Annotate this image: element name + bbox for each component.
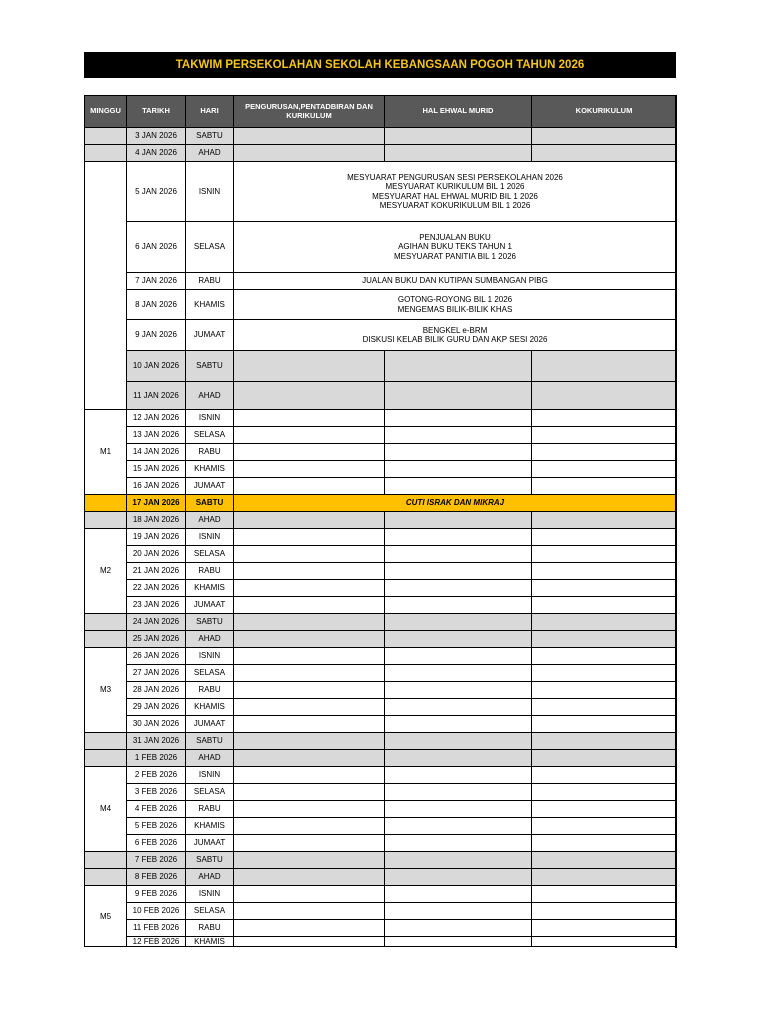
day-cell: KHAMIS	[186, 937, 234, 947]
table-row	[85, 222, 677, 273]
table-row	[85, 444, 677, 461]
activity-cell	[234, 273, 677, 290]
pengurusan-cell	[234, 529, 385, 546]
day-cell: JUMAAT	[186, 320, 234, 351]
date-cell: 21 JAN 2026	[127, 563, 186, 580]
date-cell: 11 JAN 2026	[127, 382, 186, 410]
hem-cell	[385, 733, 532, 750]
day-cell: SELASA	[186, 784, 234, 801]
pengurusan-cell	[234, 410, 385, 427]
date-cell: 17 JAN 2026	[127, 495, 186, 512]
pengurusan-cell	[234, 682, 385, 699]
date-cell: 12 FEB 2026	[127, 937, 186, 947]
pengurusan-cell	[234, 920, 385, 937]
date-cell: 7 JAN 2026	[127, 273, 186, 290]
pengurusan-cell	[234, 869, 385, 886]
pengurusan-cell	[234, 597, 385, 614]
pengurusan-cell	[234, 937, 385, 947]
koku-cell	[532, 145, 677, 162]
koku-cell	[532, 801, 677, 818]
activity-line: MESYUARAT KURIKULUM BIL 1 2026	[385, 182, 525, 192]
date-cell: 16 JAN 2026	[127, 478, 186, 495]
koku-cell	[532, 546, 677, 563]
activity-line: DISKUSI KELAB BILIK GURU DAN AKP SESI 2026	[362, 335, 548, 344]
date-cell: 22 JAN 2026	[127, 580, 186, 597]
activity-line: MESYUARAT PENGURUSAN SESI PERSEKOLAHAN 2026	[347, 173, 563, 183]
week-cell	[85, 869, 127, 886]
activity-line: MESYUARAT PANITIA BIL 1 2026	[394, 251, 516, 261]
activity-cell	[234, 222, 677, 273]
day-cell: JUMAAT	[186, 835, 234, 852]
activity-line: MESYUARAT HAL EHWAL MURID BIL 1 2026	[372, 191, 538, 201]
hem-cell	[385, 597, 532, 614]
week-cell	[85, 128, 127, 145]
hem-cell	[385, 682, 532, 699]
table-row	[85, 818, 677, 835]
header-tarikh: TARIKH	[127, 96, 186, 128]
pengurusan-cell	[234, 716, 385, 733]
table-right-edge	[675, 95, 677, 948]
week-cell	[85, 852, 127, 869]
table-row	[85, 699, 677, 716]
pengurusan-cell	[234, 128, 385, 145]
pengurusan-cell	[234, 835, 385, 852]
pengurusan-cell	[234, 767, 385, 784]
koku-cell	[532, 767, 677, 784]
date-cell: 28 JAN 2026	[127, 682, 186, 699]
header-pengurusan: PENGURUSAN,PENTADBIRAN DAN KURIKULUM	[234, 96, 385, 128]
koku-cell	[532, 410, 677, 427]
table-row	[85, 801, 677, 818]
table-row	[85, 478, 677, 495]
hem-cell	[385, 351, 532, 382]
day-cell: AHAD	[186, 869, 234, 886]
header-hari: HARI	[186, 96, 234, 128]
day-cell: SELASA	[186, 222, 234, 273]
pengurusan-cell	[234, 852, 385, 869]
table-row	[85, 767, 677, 784]
table-row	[85, 382, 677, 410]
pengurusan-cell	[234, 784, 385, 801]
day-cell: AHAD	[186, 512, 234, 529]
koku-cell	[532, 444, 677, 461]
table-row	[85, 869, 677, 886]
koku-cell	[532, 631, 677, 648]
pengurusan-cell	[234, 580, 385, 597]
date-cell: 11 FEB 2026	[127, 920, 186, 937]
day-cell: SABTU	[186, 614, 234, 631]
day-cell: AHAD	[186, 631, 234, 648]
date-cell: 5 JAN 2026	[127, 162, 186, 222]
koku-cell	[532, 529, 677, 546]
document-title: TAKWIM PERSEKOLAHAN SEKOLAH KEBANGSAAN POGOH TAHUN 2026	[84, 52, 676, 78]
pengurusan-cell	[234, 886, 385, 903]
koku-cell	[532, 461, 677, 478]
pengurusan-cell	[234, 351, 385, 382]
day-cell: ISNIN	[186, 529, 234, 546]
week-cell: M5	[85, 886, 127, 947]
table-row	[85, 427, 677, 444]
koku-cell	[532, 512, 677, 529]
date-cell: 3 FEB 2026	[127, 784, 186, 801]
date-cell: 8 FEB 2026	[127, 869, 186, 886]
day-cell: JUMAAT	[186, 597, 234, 614]
koku-cell	[532, 784, 677, 801]
table-row	[85, 852, 677, 869]
koku-cell	[532, 682, 677, 699]
hem-cell	[385, 920, 532, 937]
day-cell: KHAMIS	[186, 461, 234, 478]
date-cell: 30 JAN 2026	[127, 716, 186, 733]
koku-cell	[532, 869, 677, 886]
table-row	[85, 563, 677, 580]
date-cell: 1 FEB 2026	[127, 750, 186, 767]
date-cell: 6 FEB 2026	[127, 835, 186, 852]
hem-cell	[385, 478, 532, 495]
week-cell	[85, 614, 127, 631]
date-cell: 23 JAN 2026	[127, 597, 186, 614]
hem-cell	[385, 784, 532, 801]
day-cell: SABTU	[186, 852, 234, 869]
table-row	[85, 597, 677, 614]
hem-cell	[385, 128, 532, 145]
pengurusan-cell	[234, 903, 385, 920]
date-cell: 4 FEB 2026	[127, 801, 186, 818]
day-cell: AHAD	[186, 750, 234, 767]
pengurusan-cell	[234, 750, 385, 767]
week-cell	[85, 162, 127, 410]
hem-cell	[385, 801, 532, 818]
calendar-body	[85, 128, 677, 947]
pengurusan-cell	[234, 614, 385, 631]
date-cell: 12 JAN 2026	[127, 410, 186, 427]
pengurusan-cell	[234, 145, 385, 162]
day-cell: SELASA	[186, 546, 234, 563]
date-cell: 2 FEB 2026	[127, 767, 186, 784]
day-cell: RABU	[186, 563, 234, 580]
hem-cell	[385, 665, 532, 682]
hem-cell	[385, 631, 532, 648]
date-cell: 26 JAN 2026	[127, 648, 186, 665]
hem-cell	[385, 886, 532, 903]
date-cell: 31 JAN 2026	[127, 733, 186, 750]
hem-cell	[385, 614, 532, 631]
date-cell: 10 JAN 2026	[127, 351, 186, 382]
date-cell: 8 JAN 2026	[127, 290, 186, 320]
date-cell: 24 JAN 2026	[127, 614, 186, 631]
table-row	[85, 512, 677, 529]
pengurusan-cell	[234, 648, 385, 665]
pengurusan-cell	[234, 444, 385, 461]
day-cell: ISNIN	[186, 648, 234, 665]
koku-cell	[532, 835, 677, 852]
table-row	[85, 290, 677, 320]
day-cell: SABTU	[186, 128, 234, 145]
date-cell: 15 JAN 2026	[127, 461, 186, 478]
date-cell: 18 JAN 2026	[127, 512, 186, 529]
hem-cell	[385, 410, 532, 427]
table-row	[85, 920, 677, 937]
week-cell: M4	[85, 767, 127, 852]
table-row	[85, 461, 677, 478]
activity-line: BENGKEL e-BRM	[422, 325, 488, 335]
pengurusan-cell	[234, 478, 385, 495]
day-cell: RABU	[186, 444, 234, 461]
week-cell	[85, 145, 127, 162]
hem-cell	[385, 427, 532, 444]
pengurusan-cell	[234, 563, 385, 580]
pengurusan-cell	[234, 699, 385, 716]
table-row	[85, 733, 677, 750]
pengurusan-cell	[234, 665, 385, 682]
date-cell: 27 JAN 2026	[127, 665, 186, 682]
hem-cell	[385, 869, 532, 886]
pengurusan-cell	[234, 733, 385, 750]
week-cell: M2	[85, 529, 127, 614]
hem-cell	[385, 835, 532, 852]
header-koku: KOKURIKULUM	[532, 96, 677, 128]
week-cell	[85, 495, 127, 512]
koku-cell	[532, 818, 677, 835]
pengurusan-cell	[234, 818, 385, 835]
pengurusan-cell	[234, 546, 385, 563]
pengurusan-cell	[234, 801, 385, 818]
hem-cell	[385, 444, 532, 461]
date-cell: 5 FEB 2026	[127, 818, 186, 835]
day-cell: RABU	[186, 682, 234, 699]
activity-line: MESYUARAT KOKURIKULUM BIL 1 2026	[379, 200, 531, 210]
hem-cell	[385, 546, 532, 563]
week-cell	[85, 733, 127, 750]
header-minggu: MINGGU	[85, 96, 127, 128]
pengurusan-cell	[234, 631, 385, 648]
day-cell: RABU	[186, 920, 234, 937]
pengurusan-cell	[234, 382, 385, 410]
table-row	[85, 614, 677, 631]
table-row	[85, 648, 677, 665]
table-row	[85, 529, 677, 546]
table-row	[85, 128, 677, 145]
table-row	[85, 320, 677, 351]
koku-cell	[532, 852, 677, 869]
koku-cell	[532, 665, 677, 682]
week-cell: M1	[85, 410, 127, 495]
koku-cell	[532, 128, 677, 145]
koku-cell	[532, 427, 677, 444]
hem-cell	[385, 818, 532, 835]
koku-cell	[532, 597, 677, 614]
day-cell: KHAMIS	[186, 818, 234, 835]
koku-cell	[532, 478, 677, 495]
date-cell: 14 JAN 2026	[127, 444, 186, 461]
koku-cell	[532, 920, 677, 937]
activity-line: AGIHAN BUKU TEKS TAHUN 1	[398, 242, 512, 252]
day-cell: AHAD	[186, 145, 234, 162]
table-row	[85, 716, 677, 733]
day-cell: RABU	[186, 273, 234, 290]
table-row	[85, 784, 677, 801]
activity-line: JUALAN BUKU DAN KUTIPAN SUMBANGAN PIBG	[362, 276, 548, 286]
date-cell: 10 FEB 2026	[127, 903, 186, 920]
calendar-table	[84, 95, 677, 947]
table-row	[85, 145, 677, 162]
table-row	[85, 886, 677, 903]
day-cell: SABTU	[186, 733, 234, 750]
date-cell: 4 JAN 2026	[127, 145, 186, 162]
hem-cell	[385, 937, 532, 947]
date-cell: 7 FEB 2026	[127, 852, 186, 869]
hem-cell	[385, 699, 532, 716]
date-cell: 20 JAN 2026	[127, 546, 186, 563]
koku-cell	[532, 580, 677, 597]
day-cell: SELASA	[186, 903, 234, 920]
hem-cell	[385, 750, 532, 767]
koku-cell	[532, 699, 677, 716]
day-cell: RABU	[186, 801, 234, 818]
table-row	[85, 162, 677, 222]
date-cell: 19 JAN 2026	[127, 529, 186, 546]
koku-cell	[532, 351, 677, 382]
koku-cell	[532, 937, 677, 947]
day-cell: JUMAAT	[186, 716, 234, 733]
pengurusan-cell	[234, 427, 385, 444]
week-cell: M3	[85, 648, 127, 733]
pengurusan-cell	[234, 461, 385, 478]
day-cell: SELASA	[186, 665, 234, 682]
day-cell: ISNIN	[186, 162, 234, 222]
date-cell: 3 JAN 2026	[127, 128, 186, 145]
table-row	[85, 410, 677, 427]
table-row	[85, 750, 677, 767]
koku-cell	[532, 886, 677, 903]
day-cell: JUMAAT	[186, 478, 234, 495]
day-cell: ISNIN	[186, 410, 234, 427]
koku-cell	[532, 614, 677, 631]
date-cell: 25 JAN 2026	[127, 631, 186, 648]
activity-cell	[234, 320, 677, 351]
hem-cell	[385, 903, 532, 920]
activity-line: GOTONG-ROYONG BIL 1 2026	[397, 295, 513, 305]
hem-cell	[385, 461, 532, 478]
koku-cell	[532, 733, 677, 750]
date-cell: 9 FEB 2026	[127, 886, 186, 903]
date-cell: 29 JAN 2026	[127, 699, 186, 716]
activity-cell	[234, 290, 677, 320]
hem-cell	[385, 716, 532, 733]
holiday-cell	[234, 495, 677, 512]
activity-line: CUTI ISRAK DAN MIKRAJ	[405, 498, 505, 508]
pengurusan-cell	[234, 512, 385, 529]
hem-cell	[385, 648, 532, 665]
koku-cell	[532, 903, 677, 920]
day-cell: KHAMIS	[186, 580, 234, 597]
koku-cell	[532, 382, 677, 410]
table-row	[85, 937, 677, 947]
hem-cell	[385, 767, 532, 784]
day-cell: SABTU	[186, 351, 234, 382]
koku-cell	[532, 750, 677, 767]
hem-cell	[385, 852, 532, 869]
table-row	[85, 580, 677, 597]
hem-cell	[385, 563, 532, 580]
week-cell	[85, 512, 127, 529]
koku-cell	[532, 563, 677, 580]
day-cell: KHAMIS	[186, 290, 234, 320]
hem-cell	[385, 512, 532, 529]
header-row	[85, 96, 677, 128]
header-hem: HAL EHWAL MURID	[385, 96, 532, 128]
table-row	[85, 835, 677, 852]
table-row	[85, 665, 677, 682]
day-cell: SELASA	[186, 427, 234, 444]
hem-cell	[385, 529, 532, 546]
activity-line: MENGEMAS BILIK-BILIK KHAS	[397, 304, 513, 314]
day-cell: AHAD	[186, 382, 234, 410]
date-cell: 13 JAN 2026	[127, 427, 186, 444]
week-cell	[85, 750, 127, 767]
table-row	[85, 273, 677, 290]
date-cell: 6 JAN 2026	[127, 222, 186, 273]
day-cell: ISNIN	[186, 767, 234, 784]
activity-cell	[234, 162, 677, 222]
hem-cell	[385, 145, 532, 162]
table-row	[85, 495, 677, 512]
hem-cell	[385, 382, 532, 410]
koku-cell	[532, 716, 677, 733]
week-cell	[85, 631, 127, 648]
koku-cell	[532, 648, 677, 665]
table-row	[85, 682, 677, 699]
day-cell: KHAMIS	[186, 699, 234, 716]
activity-line: PENJUALAN BUKU	[419, 233, 491, 243]
table-row	[85, 546, 677, 563]
hem-cell	[385, 580, 532, 597]
table-row	[85, 351, 677, 382]
table-row	[85, 903, 677, 920]
date-cell: 9 JAN 2026	[127, 320, 186, 351]
table-row	[85, 631, 677, 648]
day-cell: ISNIN	[186, 886, 234, 903]
day-cell: SABTU	[186, 495, 234, 512]
